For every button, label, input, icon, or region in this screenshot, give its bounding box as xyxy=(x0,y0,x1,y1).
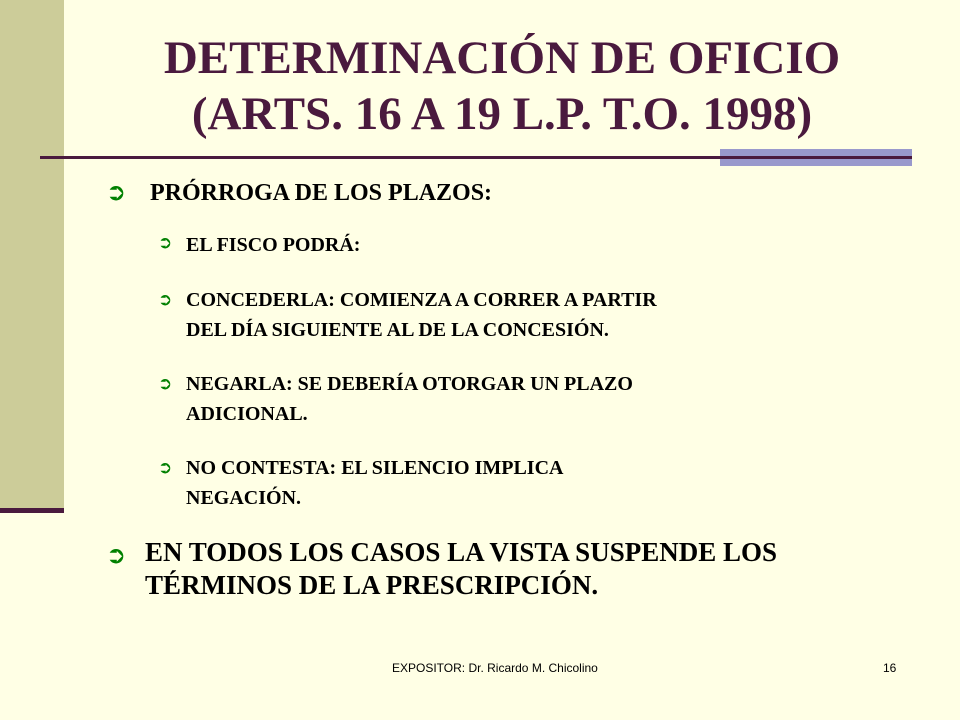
slide-title-line1: DETERMINACIÓN DE OFICIO xyxy=(163,32,841,84)
bullet-arrow-icon: ➲ xyxy=(158,290,173,310)
footer-presenter: EXPOSITOR: Dr. Ricardo M. Chicolino xyxy=(392,661,598,675)
bullet-text: EL FISCO PODRÁ: xyxy=(186,234,361,256)
title-underline-accent-line xyxy=(720,156,912,159)
bullet-text-line2: NEGACIÓN. xyxy=(186,487,302,509)
bullet-arrow-icon: ➲ xyxy=(158,374,173,394)
bullet-item xyxy=(186,230,360,260)
bullet-text-line2: TÉRMINOS DE LA PRESCRIPCIÓN. xyxy=(145,570,599,600)
left-accent-bar xyxy=(0,0,64,512)
bullet-item xyxy=(186,453,563,513)
bullet-arrow-icon: ➲ xyxy=(106,541,127,569)
bullet-text-line1: EN TODOS LOS CASOS LA VISTA SUSPENDE LOS xyxy=(145,537,777,567)
bullet-item xyxy=(150,177,492,209)
bullet-item xyxy=(186,369,633,429)
slide-title-line2: (ARTS. 16 A 19 L.P. T.O. 1998) xyxy=(191,88,813,140)
bullet-text-line2: ADICIONAL. xyxy=(186,403,308,425)
bullet-text: PRÓRROGA DE LOS PLAZOS: xyxy=(150,180,493,206)
bullet-item xyxy=(186,285,657,345)
left-accent-line xyxy=(0,508,64,513)
bullet-arrow-icon: ➲ xyxy=(158,233,173,253)
bullet-text-line1: CONCEDERLA: COMIENZA A CORRER A PARTIR xyxy=(186,289,657,311)
bullet-arrow-icon: ➲ xyxy=(158,458,173,478)
page-number: 16 xyxy=(883,661,897,675)
bullet-text-line2: DEL DÍA SIGUIENTE AL DE LA CONCESIÓN. xyxy=(186,319,609,341)
bullet-arrow-icon: ➲ xyxy=(106,178,127,206)
bullet-item xyxy=(145,536,777,602)
slide-title xyxy=(64,30,940,142)
bullet-text-line1: NEGARLA: SE DEBERÍA OTORGAR UN PLAZO xyxy=(186,373,633,395)
bullet-text-line1: NO CONTESTA: EL SILENCIO IMPLICA xyxy=(186,457,564,479)
